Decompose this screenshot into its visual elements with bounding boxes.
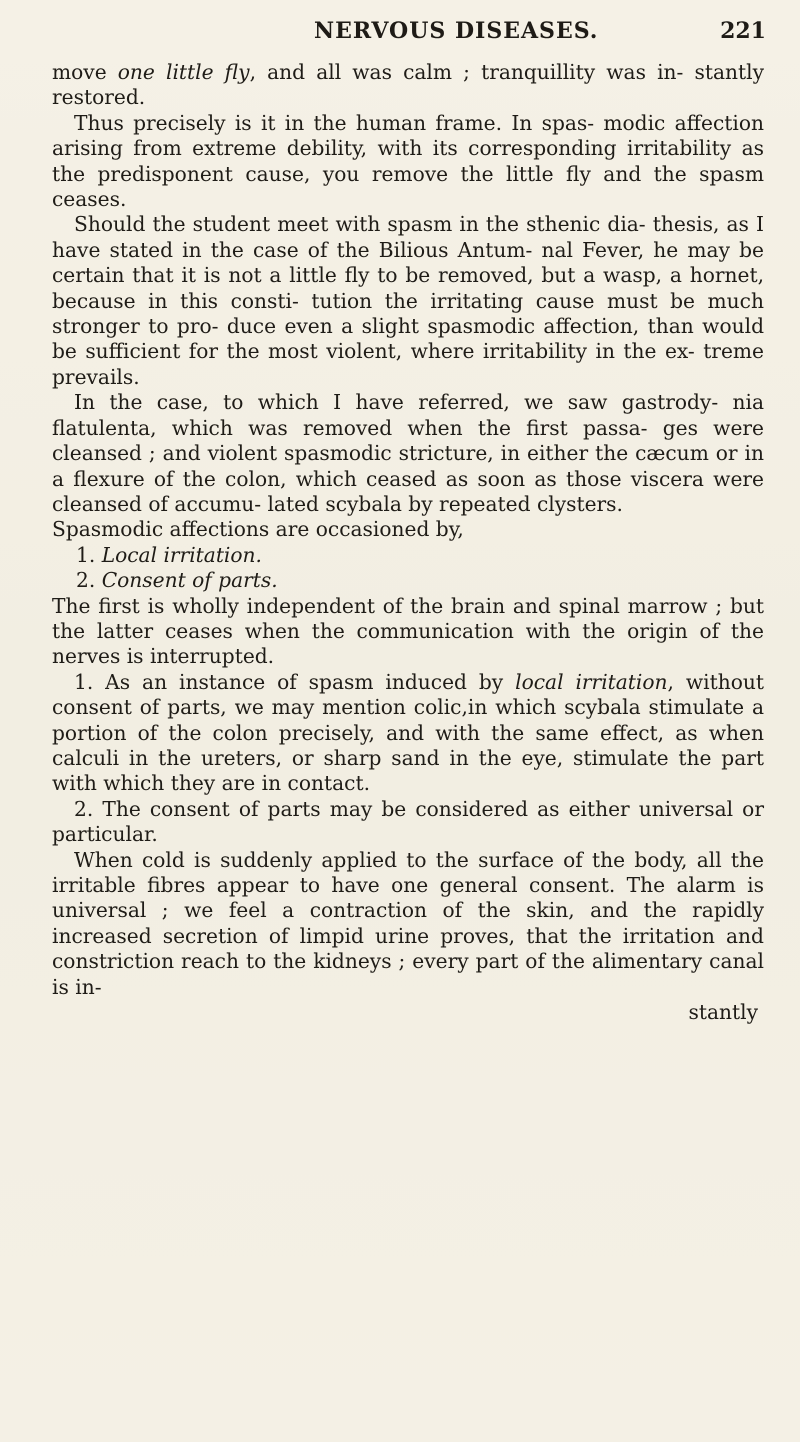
list-item: 2. Consent of parts. (76, 568, 278, 593)
paragraph-8: 2. The consent of parts may be considered as either universal or particular. (52, 796, 764, 847)
paragraph-9: When cold is suddenly applied to the surface of the body, all the irritable fibres appear to have one general consent. The alarm is universal ; we feel a contraction of the skin, and the rapidly increased secretion of limpid urine proves, that the irritation and constriction reach to the kidneys ; every part of the alimentary canal is in- (52, 847, 764, 999)
paragraph-4: In the case, to which I have referred, we saw gastrody- nia flatulenta, which was removed when the first passa- ges were cleansed ; and violent spasmodic stricture, in either the cæcum or in a flexure of the colon, which ceased as soon as those viscera were cleansed of accumu- lated scybala by repeated clysters. (52, 390, 764, 516)
list-item: 1. Local irritation. (76, 542, 262, 567)
body-text (52, 60, 764, 1025)
emphasis-text: one little fly (117, 60, 250, 84)
paragraph-7: 1. As an instance of spasm induced by local irritation, without consent of parts, we may mention colic,in which scybala stimulate a portion of the colon precisely, and with the same effect, as when calculi in the ureters, or sharp sand in the eye, stimulate the part with which they are in contact. (52, 669, 764, 796)
paragraph-5: Spasmodic affections are occasioned by, (52, 517, 464, 542)
page-header (46, 14, 766, 50)
paragraph-6: The first is wholly independent of the brain and spinal marrow ; but the latter ceases when the communication with the origin of the nerves is interrupted. (52, 593, 764, 669)
emphasis-text: local irritation (515, 669, 668, 694)
catchword: stantly (688, 1000, 758, 1025)
paragraph-2: Thus precisely is it in the human frame. In spas- modic affection arising from extreme debility, with its corresponding irritability as the predisponent cause, you remove the little fly and the spasm ceases. (52, 110, 764, 212)
page-number: 221 (720, 18, 766, 44)
paragraph-3: Should the student meet with spasm in the sthenic dia- thesis, as I have stated in the case of the Bilious Antum- nal Fever, he may be certain that it is not a little fly to be removed, but a wasp, a hornet, because in this consti- tution the irritating cause must be much stronger to pro- duce even a slight spasmodic affection, than would be sufficient for the most violent, where irritability in the ex- treme prevails. (52, 212, 764, 389)
running-head: NERVOUS DISEASES. (314, 18, 599, 44)
paragraph-1: move one little fly, and all was calm ; tranquillity was in- stantly restored. (52, 60, 764, 110)
